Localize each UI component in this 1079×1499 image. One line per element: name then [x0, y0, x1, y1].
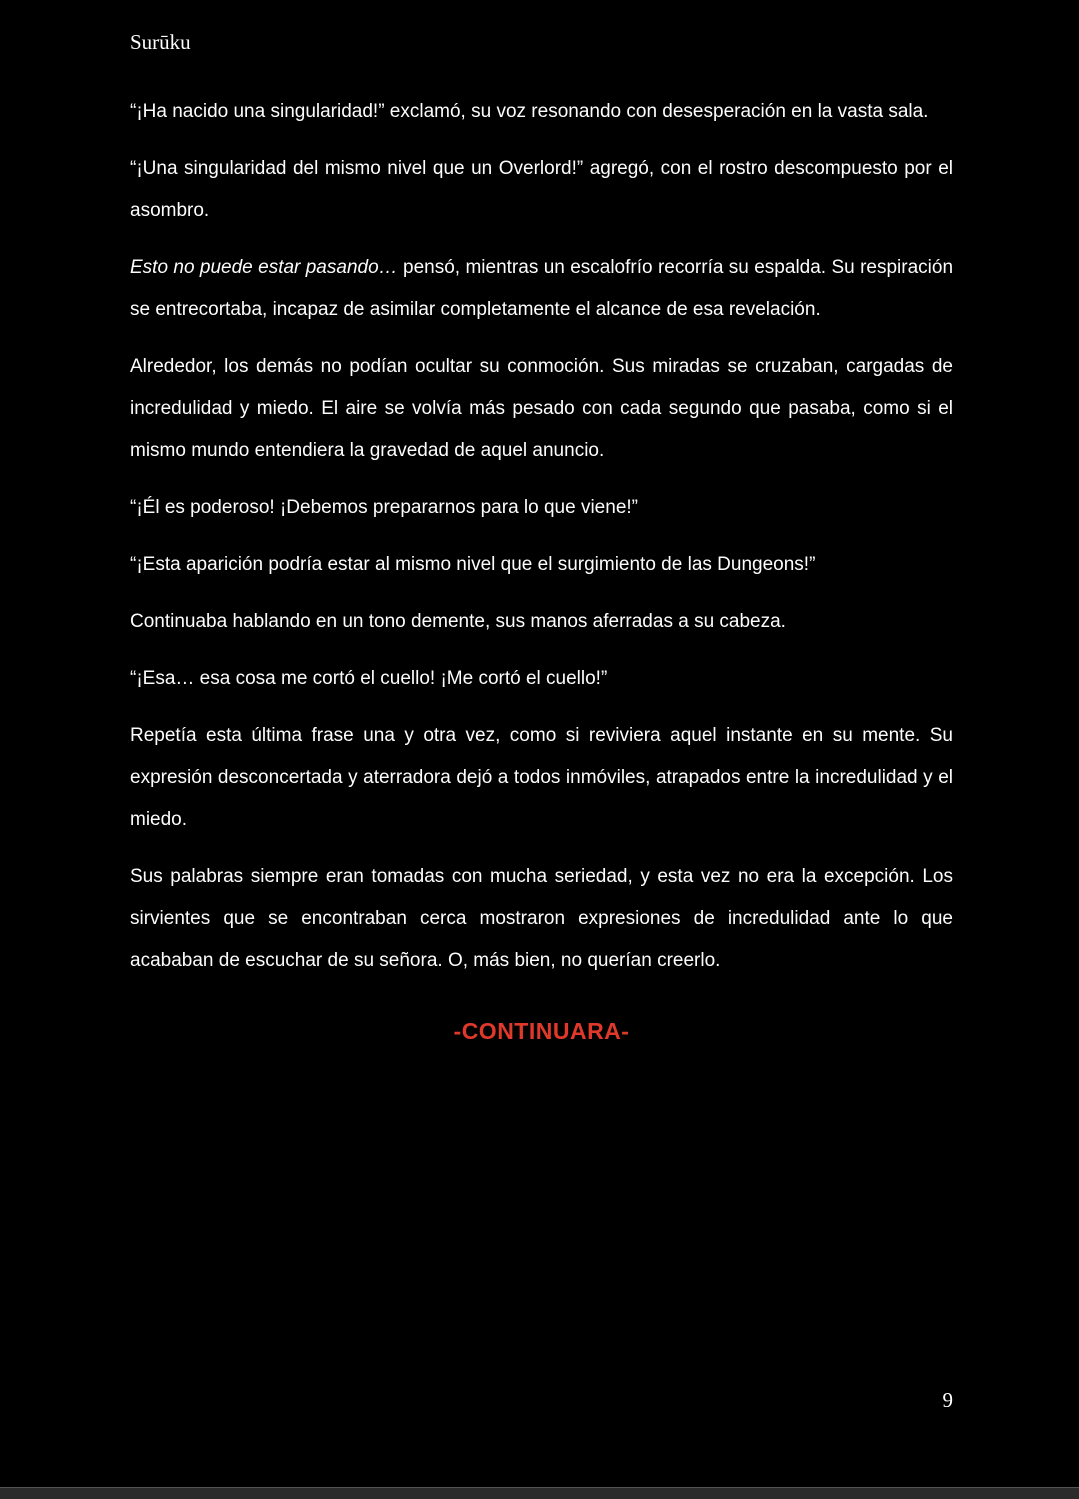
paragraph-text: pensó, mientras un escalofrío recorría su espalda. Su respiración se entrecortaba, incapaz de asimilar completamente el alcance de esa revelación.: [130, 257, 954, 320]
paragraph: “¡Esta aparición podría estar al mismo nivel que el surgimiento de las Dungeons!”: [130, 554, 816, 575]
page-header-title: Surūku: [130, 30, 191, 54]
paragraph: Sus palabras siempre eran tomadas con mucha seriedad, y esta vez no era la excepción. Los sirvientes que se encontraban cerca mostraron expresiones de incredulidad ante lo que acababan de escuchar de su señora. O, más bien, no querían creerlo.: [130, 866, 953, 971]
continuation-banner: -CONTINUARA-: [453, 1018, 630, 1044]
paragraph: “¡Esa… esa cosa me cortó el cuello! ¡Me cortó el cuello!”: [130, 668, 608, 689]
paragraph: “¡Él es poderoso! ¡Debemos prepararnos para lo que viene!”: [130, 497, 638, 518]
paragraph: “¡Una singularidad del mismo nivel que un Overlord!” agregó, con el rostro descompuesto por el asombro.: [130, 158, 953, 221]
paragraph: Repetía esta última frase una y otra vez, como si reviviera aquel instante en su mente. Su expresión desconcertada y aterradora dejó a todos inmóviles, atrapados entre la incredulidad y el miedo.: [130, 725, 953, 830]
paragraph: Alrededor, los demás no podían ocultar su conmoción. Sus miradas se cruzaban, cargadas de incredulidad y miedo. El aire se volvía más pesado con cada segundo que pasaba, como si el mismo mundo entendiera la gravedad de aquel anuncio.: [130, 356, 953, 461]
document-body: [130, 91, 953, 1045]
paragraph: [130, 247, 953, 331]
page-number: 9: [942, 1388, 953, 1412]
page-bottom-edge: [0, 1487, 1079, 1499]
paragraph: Continuaba hablando en un tono demente, sus manos aferradas a su cabeza.: [130, 611, 786, 632]
italic-lead: Esto no puede estar pasando…: [130, 257, 398, 278]
paragraph: “¡Ha nacido una singularidad!” exclamó, su voz resonando con desesperación en la vasta sala.: [130, 101, 929, 122]
